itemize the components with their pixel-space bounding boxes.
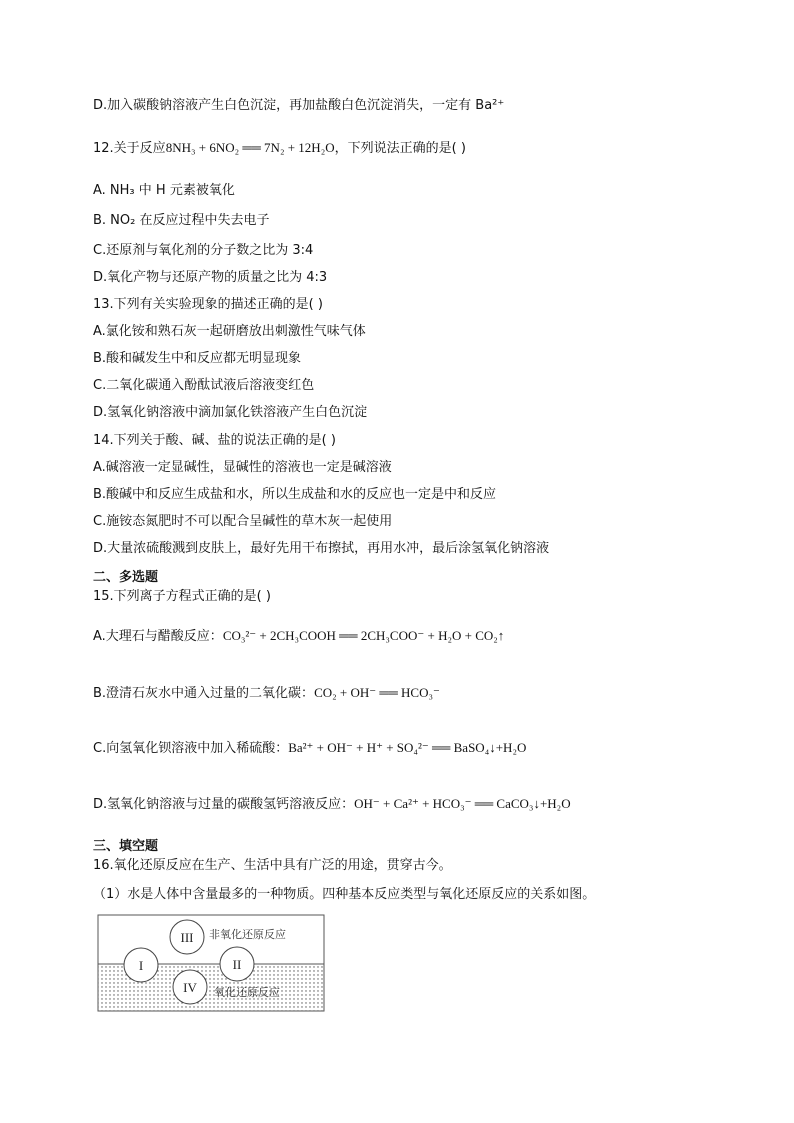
q12-option-b: B. NO₂ 在反应过程中失去电子	[93, 213, 270, 228]
redox-label: 氧化还原反应	[214, 986, 280, 999]
q13-option-d: D.氢氧化钠溶液中滴加氯化铁溶液产生白色沉淀	[93, 405, 368, 420]
q11-option-d: D.加入碳酸钠溶液产生白色沉淀，再加盐酸白色沉淀消失，一定有 Ba²⁺	[93, 98, 505, 113]
q13-option-a: A.氯化铵和熟石灰一起研磨放出刺激性气味气体	[93, 324, 366, 339]
q13-option-b: B.酸和碱发生中和反应都无明显现象	[93, 351, 302, 366]
q12-option-d: D.氧化产物与还原产物的质量之比为 4:3	[93, 270, 328, 285]
q15-option-c	[93, 739, 526, 758]
q15-option-b-equation: CO₂ + OH⁻ ══ HCO₃⁻	[314, 685, 440, 700]
non-redox-label: 非氧化还原反应	[209, 928, 286, 941]
q12-stem-suffix: ，下列说法正确的是( )	[334, 141, 466, 156]
q12-stem-prefix: 12.关于反应	[93, 141, 166, 156]
q15-option-b-text: B.澄清石灰水中通入过量的二氧化碳：	[93, 686, 315, 701]
q15-option-a-equation: CO₃²⁻ + 2CH₃COOH ══ 2CH₃COO⁻ + H₂O + CO₂↑	[222, 628, 505, 643]
q13-option-c: C.二氧化碳通入酚酞试液后溶液变红色	[93, 378, 315, 393]
q14-option-c: C.施铵态氮肥时不可以配合呈碱性的草木灰一起使用	[93, 514, 393, 529]
q15-option-d	[93, 795, 571, 814]
q15-option-c-text: C.向氢氧化钡溶液中加入稀硫酸：	[93, 741, 289, 756]
reaction-type-diagram	[97, 914, 327, 1014]
q14-option-d: D.大量浓硫酸溅到皮肤上，最好先用干布擦拭，再用水冲，最后涂氢氧化钠溶液	[93, 541, 550, 556]
q16-stem: 16.氧化还原反应在生产、生活中具有广泛的用途，贯穿古今。	[93, 858, 452, 873]
circle-2-label: II	[232, 957, 242, 972]
q15-option-a	[93, 627, 504, 646]
circle-3-label: III	[180, 930, 194, 945]
q15-option-b	[93, 684, 440, 703]
q14-stem: 14.下列关于酸、碱、盐的说法正确的是( )	[93, 433, 336, 448]
q12-option-a: A. NH₃ 中 H 元素被氧化	[93, 183, 235, 198]
q12-equation: 8NH₃ + 6NO₂ ══ 7N₂ + 12H₂O	[165, 140, 335, 155]
q15-option-c-equation: Ba²⁺ + OH⁻ + H⁺ + SO₄²⁻ ══ BaSO₄↓+H₂O	[288, 740, 527, 755]
q14-option-a: A.碱溶液一定显碱性，显碱性的溶液也一定是碱溶液	[93, 460, 392, 475]
section-multiple-choice-heading: 二、多选题	[93, 570, 159, 585]
q14-option-b: B.酸碱中和反应生成盐和水，所以生成盐和水的反应也一定是中和反应	[93, 487, 497, 502]
q12-option-c: C.还原剂与氧化剂的分子数之比为 3:4	[93, 243, 314, 258]
circle-4-label: IV	[183, 980, 197, 995]
q15-stem: 15.下列离子方程式正确的是( )	[93, 589, 271, 604]
q15-option-d-text: D.氢氧化钠溶液与过量的碳酸氢钙溶液反应：	[93, 797, 355, 812]
q12-stem	[93, 139, 466, 158]
section-fill-blank-heading: 三、填空题	[93, 839, 159, 854]
q15-option-d-equation: OH⁻ + Ca²⁺ + HCO₃⁻ ══ CaCO₃↓+H₂O	[354, 796, 571, 811]
q15-option-a-text: A.大理石与醋酸反应：	[93, 629, 223, 644]
q16-sub-question-1: （1）水是人体中含量最多的一种物质。四种基本反应类型与氧化还原反应的关系如图。	[93, 887, 596, 902]
q13-stem: 13.下列有关实验现象的描述正确的是( )	[93, 297, 323, 312]
circle-1-label: I	[138, 958, 144, 973]
